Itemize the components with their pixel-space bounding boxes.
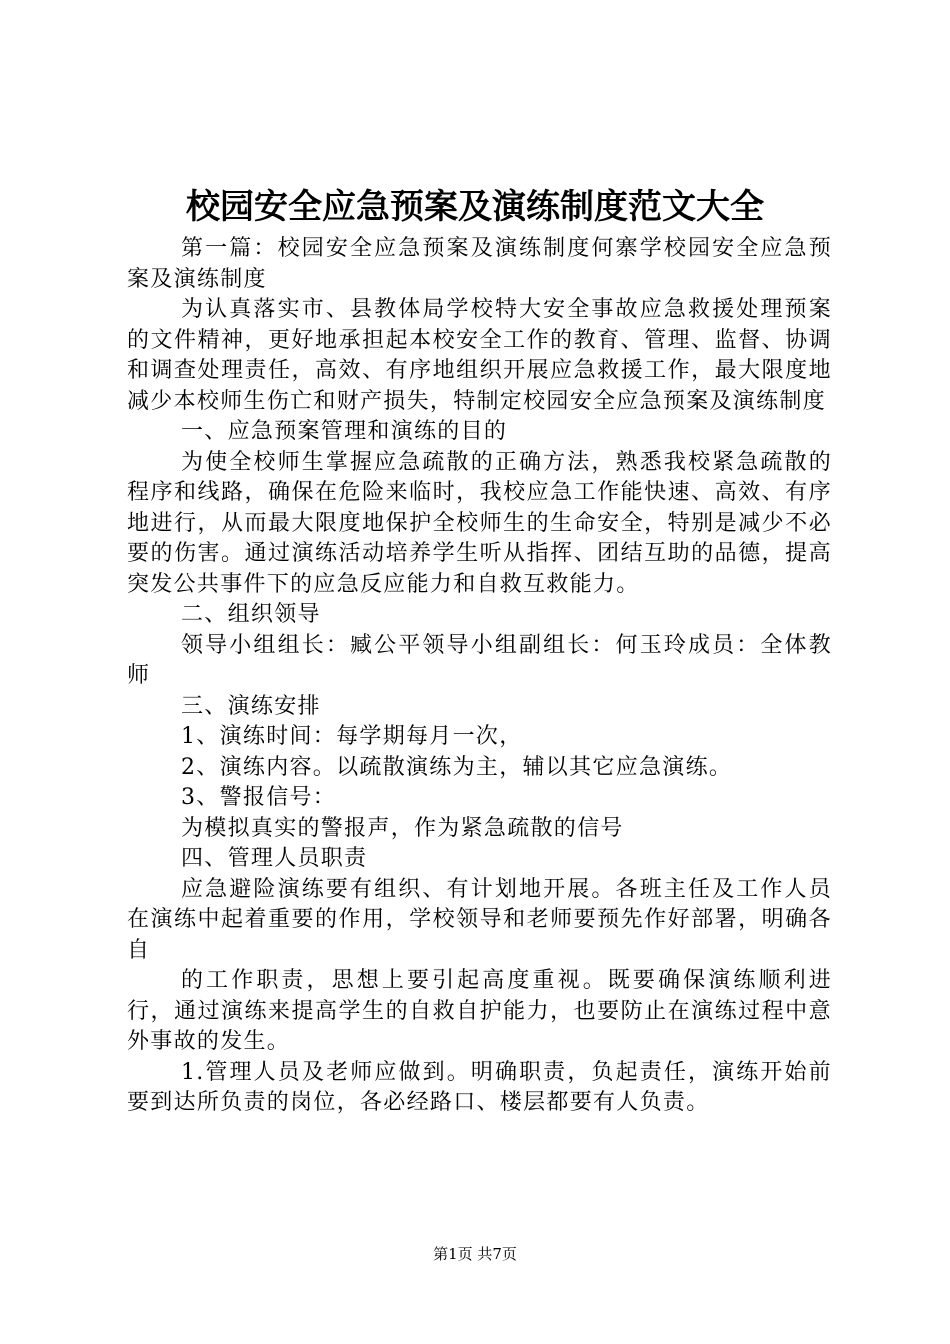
paragraph: 为模拟真实的警报声，作为紧急疏散的信号 bbox=[181, 815, 624, 841]
page-footer: 第1页 共7页 bbox=[433, 1245, 517, 1263]
paragraph: 1.管理人员及老师应做到。明确职责，负起责任，演练开始前要到达所负责的岗位，各必经路口、楼层都要有人负责。 bbox=[127, 1059, 832, 1115]
document-title: 校园安全应急预案及演练制度范文大全 bbox=[186, 187, 764, 227]
paragraph: 领导小组组长：臧公平领导小组副组长：何玉玲成员：全体教师 bbox=[127, 632, 832, 688]
paragraph: 为认真落实市、县教体局学校特大安全事故应急救援处理预案的文件精神，更好地承担起本校安全工作的教育、管理、监督、协调和调查处理责任，高效、有序地组织开展应急救援工作，最大限度地减少本校师生伤亡和财产损失，特制定校园安全应急预案及演练制度 bbox=[127, 297, 832, 414]
list-item: 3、警报信号： bbox=[181, 785, 337, 810]
section-heading: 二、组织领导 bbox=[181, 602, 321, 627]
section-heading: 四、管理人员职责 bbox=[181, 846, 368, 871]
list-item: 1、演练时间：每学期每月一次， bbox=[181, 724, 523, 749]
paragraph: 应急避险演练要有组织、有计划地开展。各班主任及工作人员在演练中起着重要的作用，学校领导和老师要预先作好部署，明确各自 bbox=[127, 876, 832, 963]
section-heading: 三、演练安排 bbox=[181, 693, 321, 719]
paragraph: 的工作职责，思想上要引起高度重视。既要确保演练顺利进行，通过演练来提高学生的自救自护能力，也要防止在演练过程中意外事故的发生。 bbox=[127, 968, 832, 1054]
list-item: 2、演练内容。以疏散演练为主，辅以其它应急演练。 bbox=[181, 754, 733, 780]
paragraph: 第一篇：校园安全应急预案及演练制度何寨学校园安全应急预案及演练制度 bbox=[127, 236, 832, 292]
paragraph: 为使全校师生掌握应急疏散的正确方法，熟悉我校紧急疏散的程序和线路，确保在危险来临时，我校应急工作能快速、高效、有序地进行，从而最大限度地保护全校师生的生命安全，特别是减少不必要的伤害。通过演练活动培养学生听从指挥、团结互助的品德，提高突发公共事件下的应急反应能力和自救互救能力。 bbox=[127, 449, 832, 597]
section-heading: 一、应急预案管理和演练的目的 bbox=[181, 419, 508, 444]
document-body bbox=[127, 234, 832, 1119]
